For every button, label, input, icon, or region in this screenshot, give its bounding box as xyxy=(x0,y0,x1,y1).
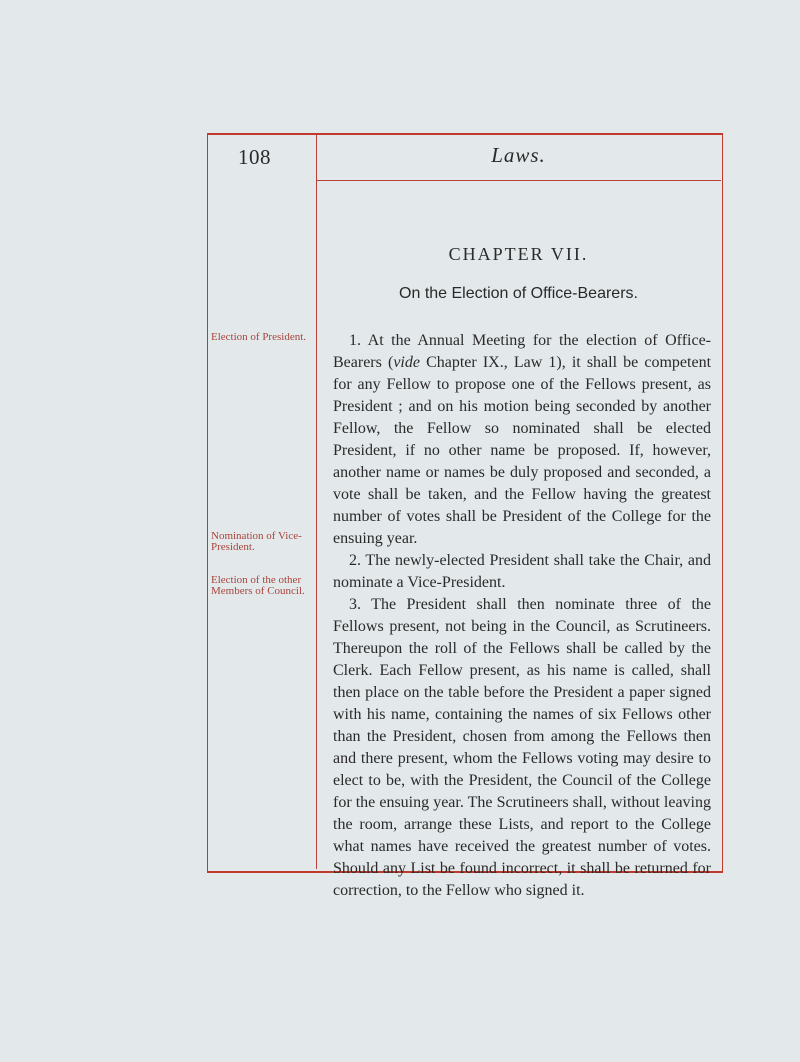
margin-note-election-of-president: Election of President. xyxy=(211,331,307,343)
paragraph-1: 1. At the Annual Meeting for the election of Office-Bearers (vide Chapter IX., Law 1), it shall be competent for any Fellow to propose one of the Fellows present, as President ; and on his motion being seconded by another Fellow, the Fellow so nominated shall be elected President, if no other name be proposed. If, however, another name or names be duly proposed and seconded, a vote shall be taken, and the Fellow having the greatest number of votes shall be President of the College for the ensuing year. xyxy=(333,332,712,547)
running-title: Laws. xyxy=(491,143,546,167)
section-title: On the Election of Office-Bearers. xyxy=(399,285,638,302)
page-number: 108 xyxy=(238,145,271,169)
chapter-heading: CHAPTER VII. xyxy=(448,244,589,264)
paragraph-3: 3. The President shall then nominate three of the Fellows present, not being in the Council, as Scrutineers. Thereupon the roll of the Fellows shall be called by the Clerk. Each Fellow present, as his name is called, shall then place on the table before the President a paper signed with his name, containing the names of six Fellows other than the President, chosen from among the Fellows then and there present, whom the Fellows voting may desire to elect to be, with the President, the Council of the College for the ensuing year. The Scrutineers shall, without leaving the room, arrange these Lists, and report to the College what names have received the greatest number of votes. Should any List be found incorrect, it shall be returned for correction, to the Fellow who signed it. xyxy=(333,596,711,899)
paragraph-2: 2. The newly-elected President shall take the Chair, and nominate a Vice-President. xyxy=(333,552,711,591)
margin-note-election-of-council: Election of the other Members of Council. xyxy=(211,574,305,597)
header-rule xyxy=(316,180,721,181)
body-text xyxy=(333,330,711,902)
margin-note-nomination-of-vice-president: Nomination of Vice-President. xyxy=(211,530,302,553)
